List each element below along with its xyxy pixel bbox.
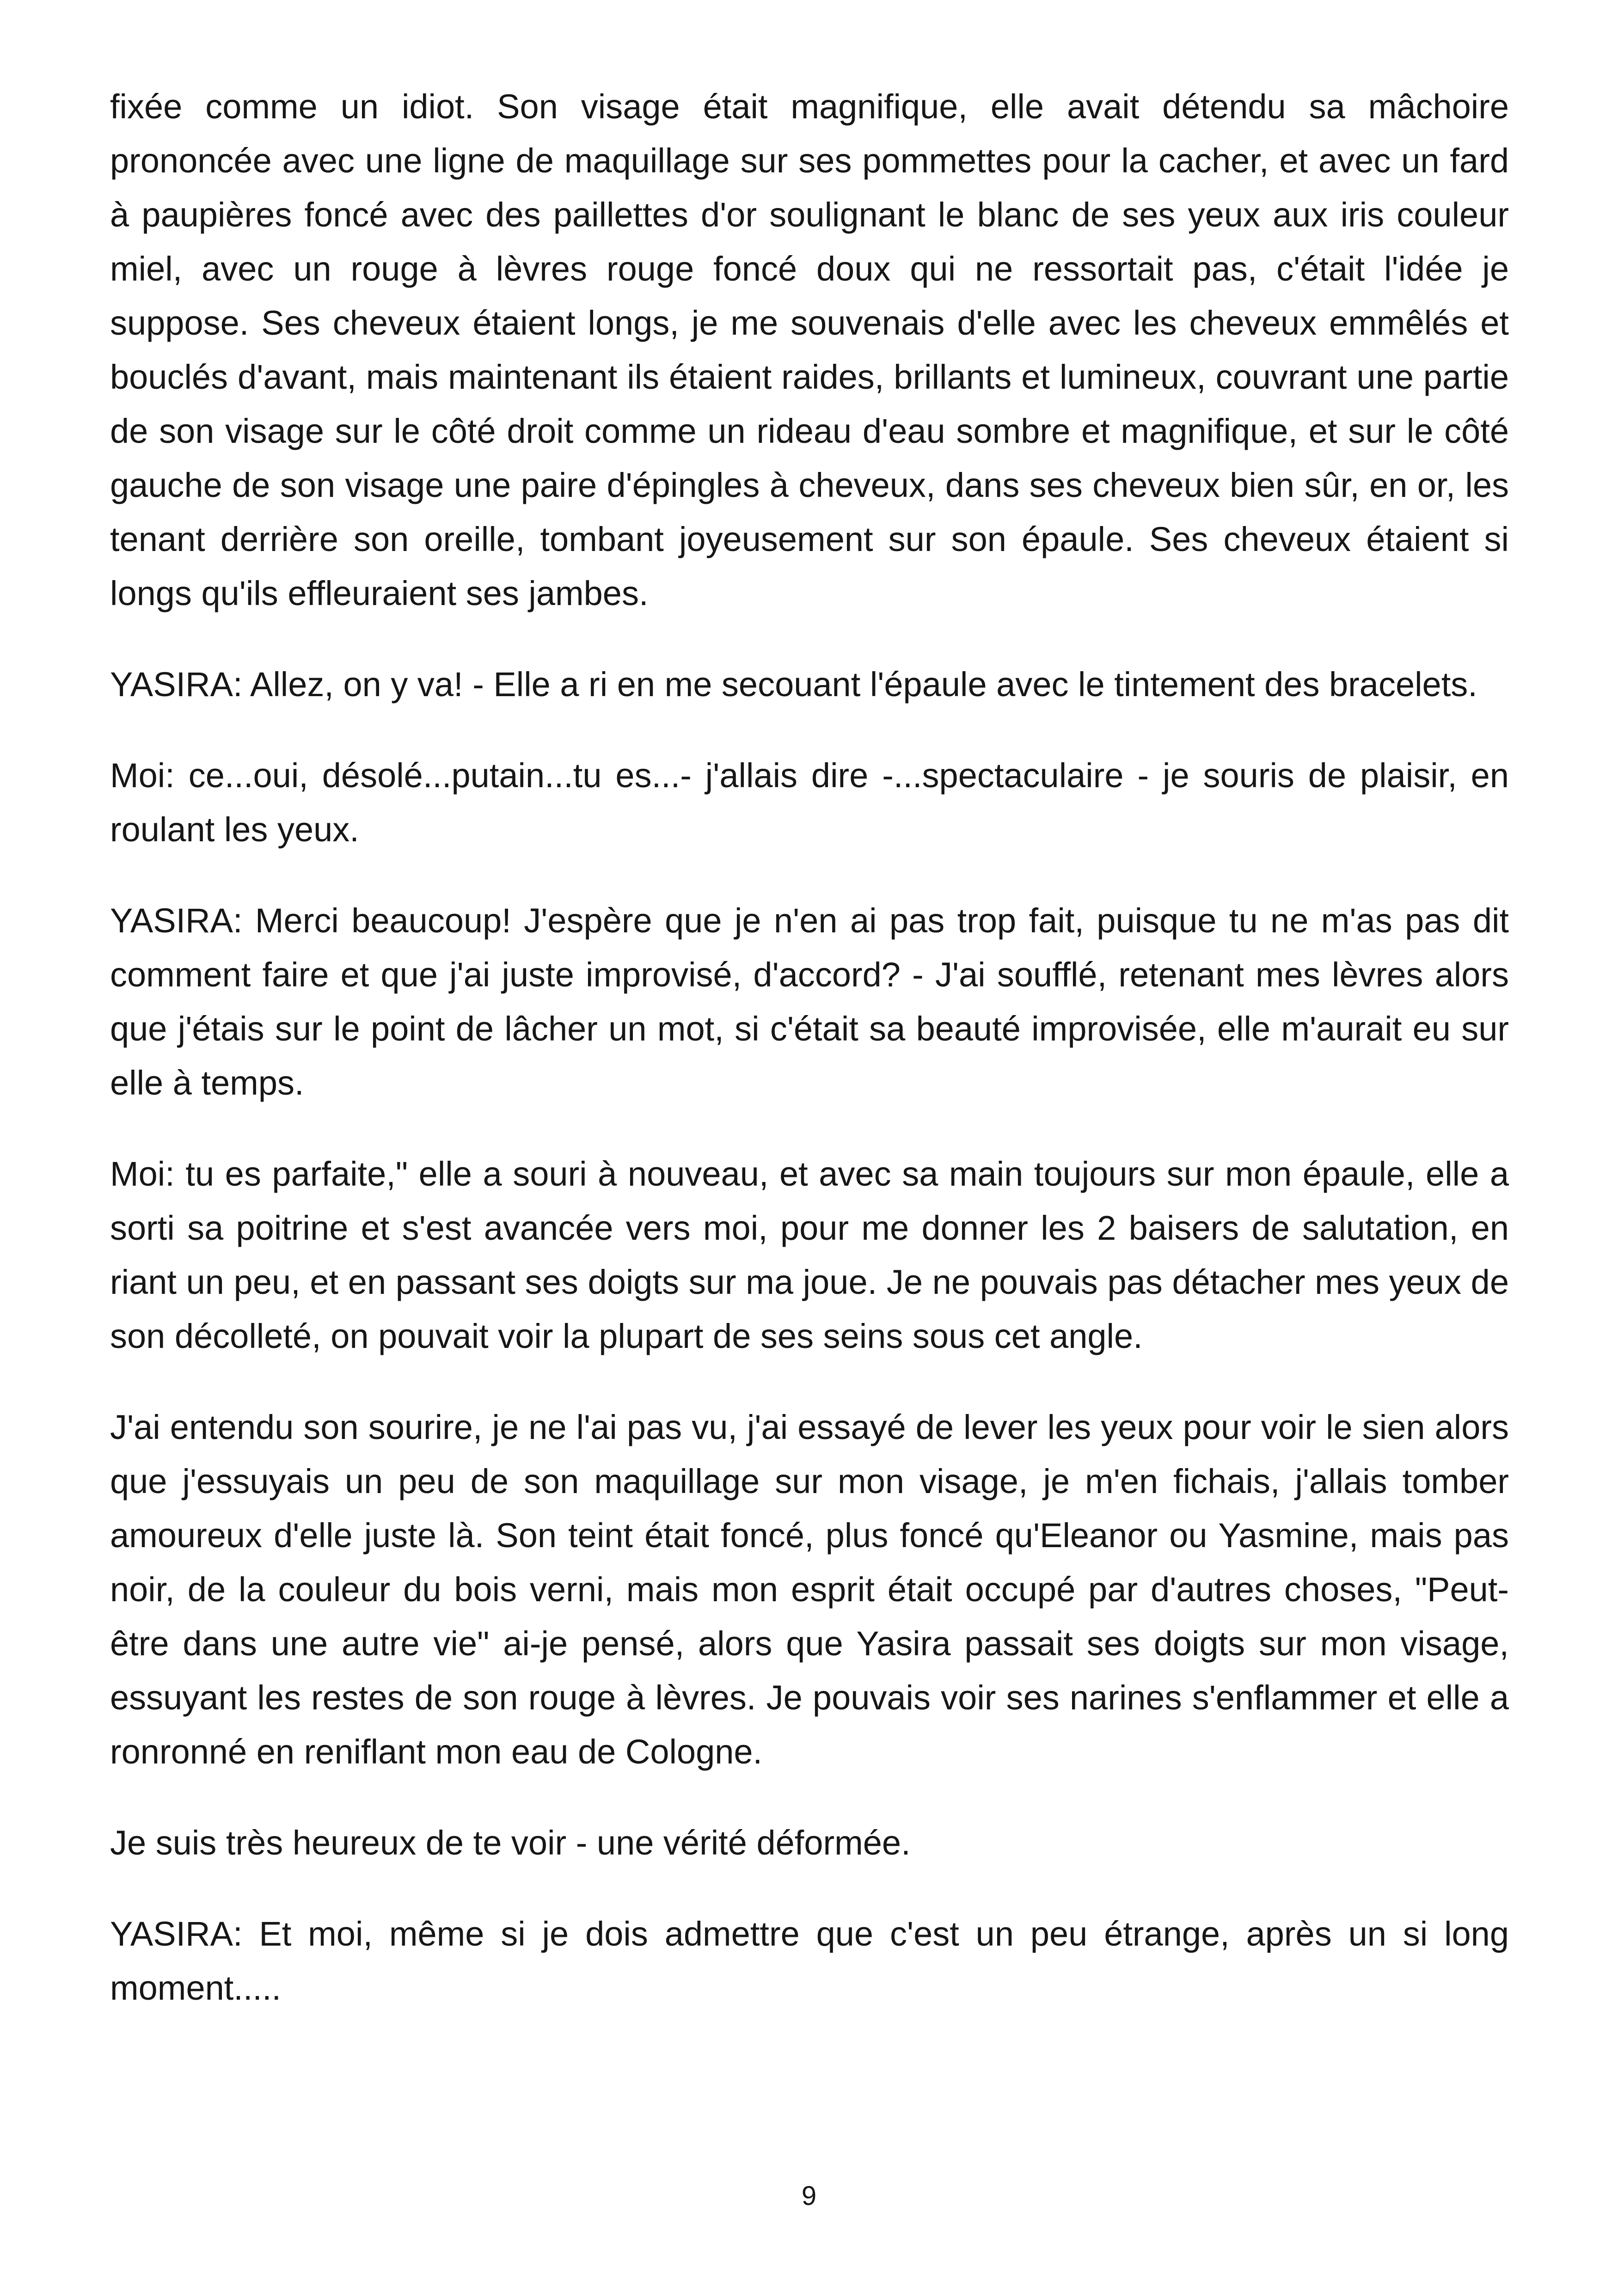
paragraph-8: YASIRA: Et moi, même si je dois admettre que c'est un peu étrange, après un si long moment..... [110, 1915, 1509, 2007]
document-body [110, 80, 1509, 2052]
paragraph-4: YASIRA: Merci beaucoup! J'espère que je n'en ai pas trop fait, puisque tu ne m'as pas dit comment faire et que j'ai juste improvisé, d'accord? - J'ai soufflé, retenant mes lèvres alors que j'étais sur le point de lâcher un mot, si c'était sa beauté improvisée, elle m'aurait eu sur elle à temps. [110, 901, 1509, 1102]
paragraph-7: Je suis très heureux de te voir - une vérité déformée. [110, 1824, 911, 1862]
paragraph-6: J'ai entendu son sourire, je ne l'ai pas vu, j'ai essayé de lever les yeux pour voir le sien alors que j'essuyais un peu de son maquillage sur mon visage, je m'en fichais, j'allais tomber amoureux d'elle juste là. Son teint était foncé, plus foncé qu'Eleanor ou Yasmine, mais pas noir, de la couleur du bois verni, mais mon esprit était occupé par d'autres choses, "Peut-être dans une autre vie" ai-je pensé, alors que Yasira passait ses doigts sur mon visage, essuyant les restes de son rouge à lèvres. Je pouvais voir ses narines s'enflammer et elle a ronronné en reniflant mon eau de Cologne. [110, 1408, 1509, 1771]
paragraph-5: Moi: tu es parfaite," elle a souri à nouveau, et avec sa main toujours sur mon épaule, elle a sorti sa poitrine et s'est avancée vers moi, pour me donner les 2 baisers de salutation, en riant un peu, et en passant ses doigts sur ma joue. Je ne pouvais pas détacher mes yeux de son décolleté, on pouvait voir la plupart de ses seins sous cet angle. [110, 1155, 1509, 1355]
paragraph-3: Moi: ce...oui, désolé...putain...tu es...- j'allais dire -...spectaculaire - je souris de plaisir, en roulant les yeux. [110, 756, 1509, 849]
paragraph-2: YASIRA: Allez, on y va! - Elle a ri en me secouant l'épaule avec le tintement des bracelets. [110, 665, 1477, 704]
page-number: 9 [801, 2181, 817, 2211]
paragraph-1: fixée comme un idiot. Son visage était magnifique, elle avait détendu sa mâchoire prononcée avec une ligne de maquillage sur ses pommettes pour la cacher, et avec un fard à paupières foncé avec des paillettes d'or soulignant le blanc de ses yeux aux iris couleur miel, avec un rouge à lèvres rouge foncé doux qui ne ressortait pas, c'était l'idée je suppose. Ses cheveux étaient longs, je me souvenais d'elle avec les cheveux emmêlés et bouclés d'avant, mais maintenant ils étaient raides, brillants et lumineux, couvrant une partie de son visage sur le côté droit comme un rideau d'eau sombre et magnifique, et sur le côté gauche de son visage une paire d'épingles à cheveux, dans ses cheveux bien sûr, en or, les tenant derrière son oreille, tombant joyeusement sur son épaule. Ses cheveux étaient si longs qu'ils effleuraient ses jambes. [110, 87, 1509, 612]
